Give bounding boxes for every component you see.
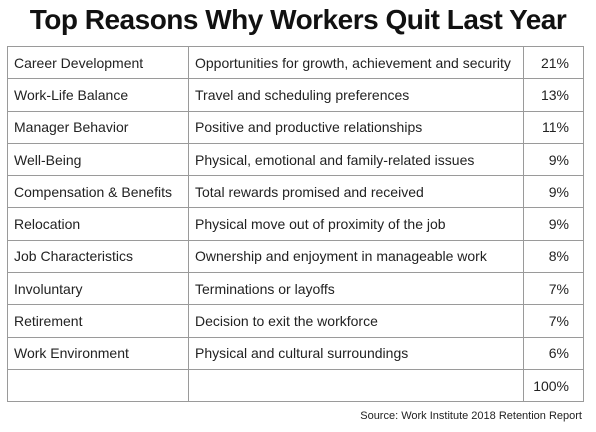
reason-category: Work Environment (8, 337, 189, 369)
table-row (8, 143, 584, 175)
reason-description: Travel and scheduling preferences (189, 79, 524, 111)
empty-cell (8, 369, 189, 401)
reason-category: Relocation (8, 208, 189, 240)
reason-description: Terminations or layoffs (189, 273, 524, 305)
reason-category: Manager Behavior (8, 111, 189, 143)
reason-category: Job Characteristics (8, 240, 189, 272)
total-row (8, 369, 584, 401)
reason-percent: 9% (524, 176, 584, 208)
table-row (8, 79, 584, 111)
reason-percent: 11% (524, 111, 584, 143)
reason-category: Compensation & Benefits (8, 176, 189, 208)
table-row (8, 273, 584, 305)
reason-percent: 8% (524, 240, 584, 272)
reason-description: Physical move out of proximity of the job (189, 208, 524, 240)
table-row (8, 111, 584, 143)
empty-cell (189, 369, 524, 401)
reason-percent: 21% (524, 47, 584, 79)
table-row (8, 176, 584, 208)
table-body (8, 47, 584, 402)
table-row (8, 47, 584, 79)
reason-percent: 6% (524, 337, 584, 369)
reason-category: Retirement (8, 305, 189, 337)
chart-title: Top Reasons Why Workers Quit Last Year (29, 4, 567, 35)
reason-description: Decision to exit the workforce (189, 305, 524, 337)
reason-description: Total rewards promised and received (189, 176, 524, 208)
table-row (8, 337, 584, 369)
table-row (8, 240, 584, 272)
reason-category: Well-Being (8, 143, 189, 175)
reasons-table (7, 46, 584, 402)
reason-percent: 9% (524, 208, 584, 240)
reason-percent: 7% (524, 273, 584, 305)
reason-description: Physical and cultural surroundings (189, 337, 524, 369)
reason-percent: 13% (524, 79, 584, 111)
reason-percent: 9% (524, 143, 584, 175)
total-percent: 100% (524, 369, 584, 401)
source-note: Source: Work Institute 2018 Retention Report (360, 410, 582, 422)
reason-description: Positive and productive relationships (189, 111, 524, 143)
reason-category: Career Development (8, 47, 189, 79)
table-row (8, 208, 584, 240)
reason-percent: 7% (524, 305, 584, 337)
reason-category: Work-Life Balance (8, 79, 189, 111)
reason-description: Physical, emotional and family-related issues (189, 143, 524, 175)
reason-category: Involuntary (8, 273, 189, 305)
table-row (8, 305, 584, 337)
reason-description: Ownership and enjoyment in manageable work (189, 240, 524, 272)
reason-description: Opportunities for growth, achievement and security (189, 47, 524, 79)
